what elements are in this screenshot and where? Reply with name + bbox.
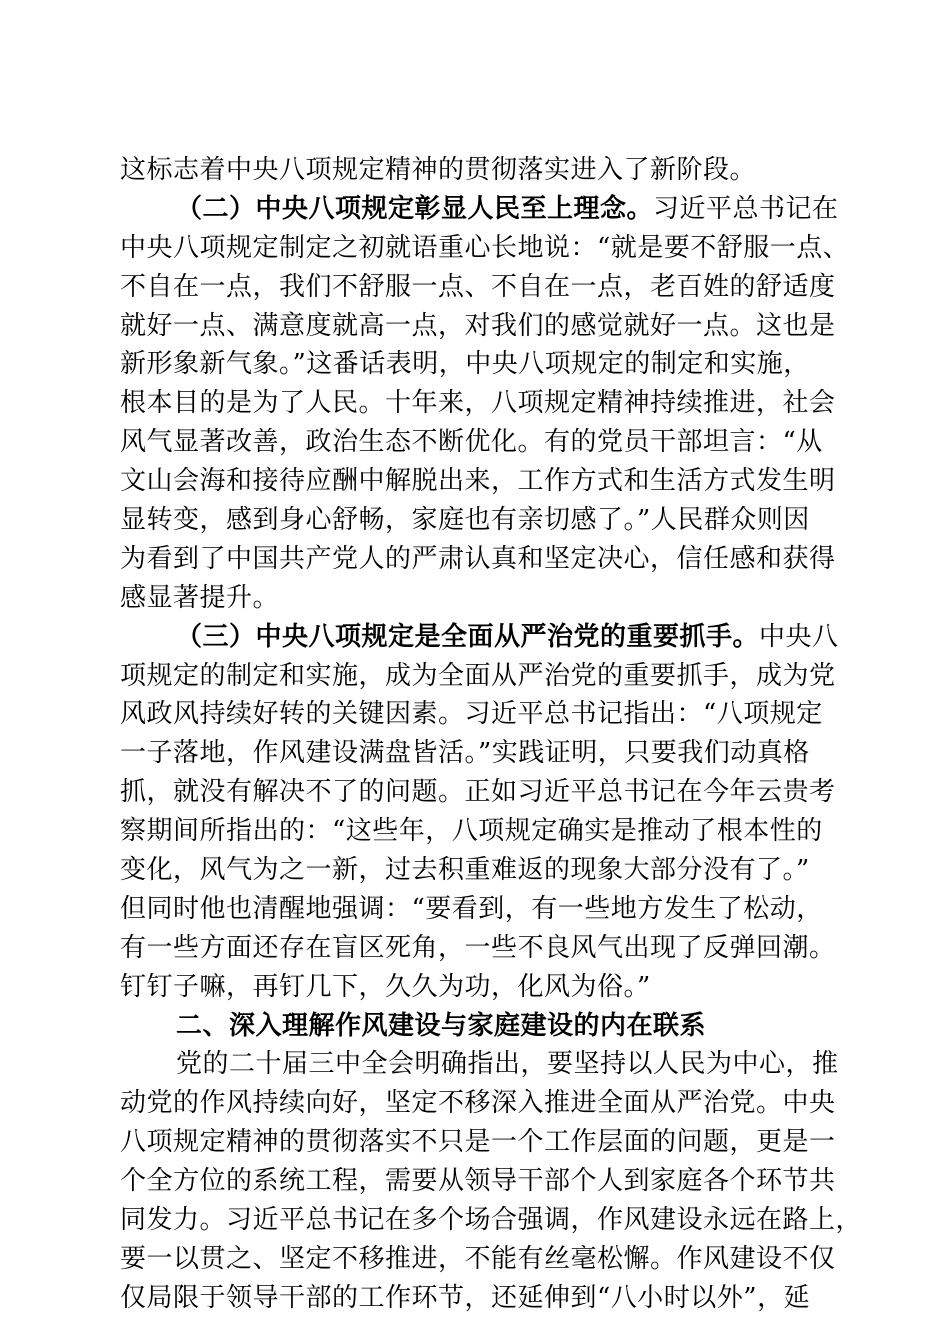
paragraph-line: 文山会海和接待应酬中解脱出来，工作方式和生活方式发生明 xyxy=(120,466,836,497)
paragraph-line: 党的二十届三中全会明确指出，要坚持以人民为中心，推 xyxy=(176,1049,839,1080)
section-2-text: 习近平总书记在 xyxy=(653,193,839,224)
paragraph-line: 为看到了中国共产党人的严肃认真和坚定决心，信任感和获得 xyxy=(120,543,836,574)
paragraph-line: 感显著提升。 xyxy=(120,582,280,613)
paragraph-line: 根本目的是为了人民。十年来，八项规定精神持续推进，社会 xyxy=(120,388,836,419)
paragraph-line: 有一些方面还存在盲区死角，一些不良风气出现了反弹回潮。 xyxy=(120,932,836,963)
paragraph-line: 一子落地，作风建设满盘皆活。”实践证明，只要我们动真格 xyxy=(120,738,810,769)
section-3-text: 中央八 xyxy=(759,621,839,652)
paragraph-line: 八项规定精神的贯彻落实不只是一个工作层面的问题，更是一 xyxy=(120,1127,836,1158)
paragraph-line: 风政风持续好转的关键因素。习近平总书记指出：“八项规定 xyxy=(120,699,823,730)
paragraph-line: 要一以贯之、坚定不移推进，不能有丝毫松懈。作风建设不仅 xyxy=(120,1243,836,1274)
section-2-title: （二）中央八项规定彰显人民至上理念。 xyxy=(176,193,654,224)
paragraph-line: 钉钉子嘛，再钉几下，久久为功，化风为俗。” xyxy=(120,971,651,1002)
paragraph-line: 个全方位的系统工程，需要从领导干部个人到家庭各个环节共 xyxy=(120,1166,836,1197)
paragraph-line: 显转变，感到身心舒畅，家庭也有亲切感了。”人民群众则因 xyxy=(120,505,810,536)
section-2-heading-line xyxy=(120,190,839,229)
document-page xyxy=(120,151,863,1318)
paragraph-line: 不自在一点，我们不舒服一点、不自在一点，老百姓的舒适度 xyxy=(120,271,836,302)
paragraph-line: 仅局限于领导干部的工作环节，还延伸到“八小时以外”，延 xyxy=(120,1282,811,1313)
paragraph-line: 这标志着中央八项规定精神的贯彻落实进入了新阶段。 xyxy=(120,155,757,185)
paragraph-line: 抓，就没有解决不了的问题。正如习近平总书记在今年云贵考 xyxy=(120,777,836,808)
section-3-heading-line xyxy=(120,618,839,657)
paragraph-line: 就好一点、满意度就高一点，对我们的感觉就好一点。这也是 xyxy=(120,310,836,341)
paragraph-line: 风气显著改善，政治生态不断优化。有的党员干部坦言：“从 xyxy=(120,427,823,458)
paragraph-line: 项规定的制定和实施，成为全面从严治党的重要抓手，成为党 xyxy=(120,660,836,691)
paragraph-line: 新形象新气象。”这番话表明，中央八项规定的制定和实施， xyxy=(120,349,810,380)
paragraph-line: 中央八项规定制定之初就语重心长地说：“就是要不舒服一点、 xyxy=(120,232,850,263)
section-3-title: （三）中央八项规定是全面从严治党的重要抓手。 xyxy=(176,621,760,652)
paragraph-line: 察期间所指出的：“这些年，八项规定确实是推动了根本性的 xyxy=(120,816,823,847)
paragraph-line: 但同时他也清醒地强调：“要看到，有一些地方发生了松动， xyxy=(120,893,823,924)
paragraph-line: 变化，风气为之一新，过去积重难返的现象大部分没有了。” xyxy=(120,855,810,886)
chapter-2-heading: 二、深入理解作风建设与家庭建设的内在联系 xyxy=(176,1010,707,1041)
paragraph-line: 动党的作风持续向好，坚定不移深入推进全面从严治党。中央 xyxy=(120,1088,836,1119)
paragraph-line: 同发力。习近平总书记在多个场合强调，作风建设永远在路上， xyxy=(120,1205,863,1236)
